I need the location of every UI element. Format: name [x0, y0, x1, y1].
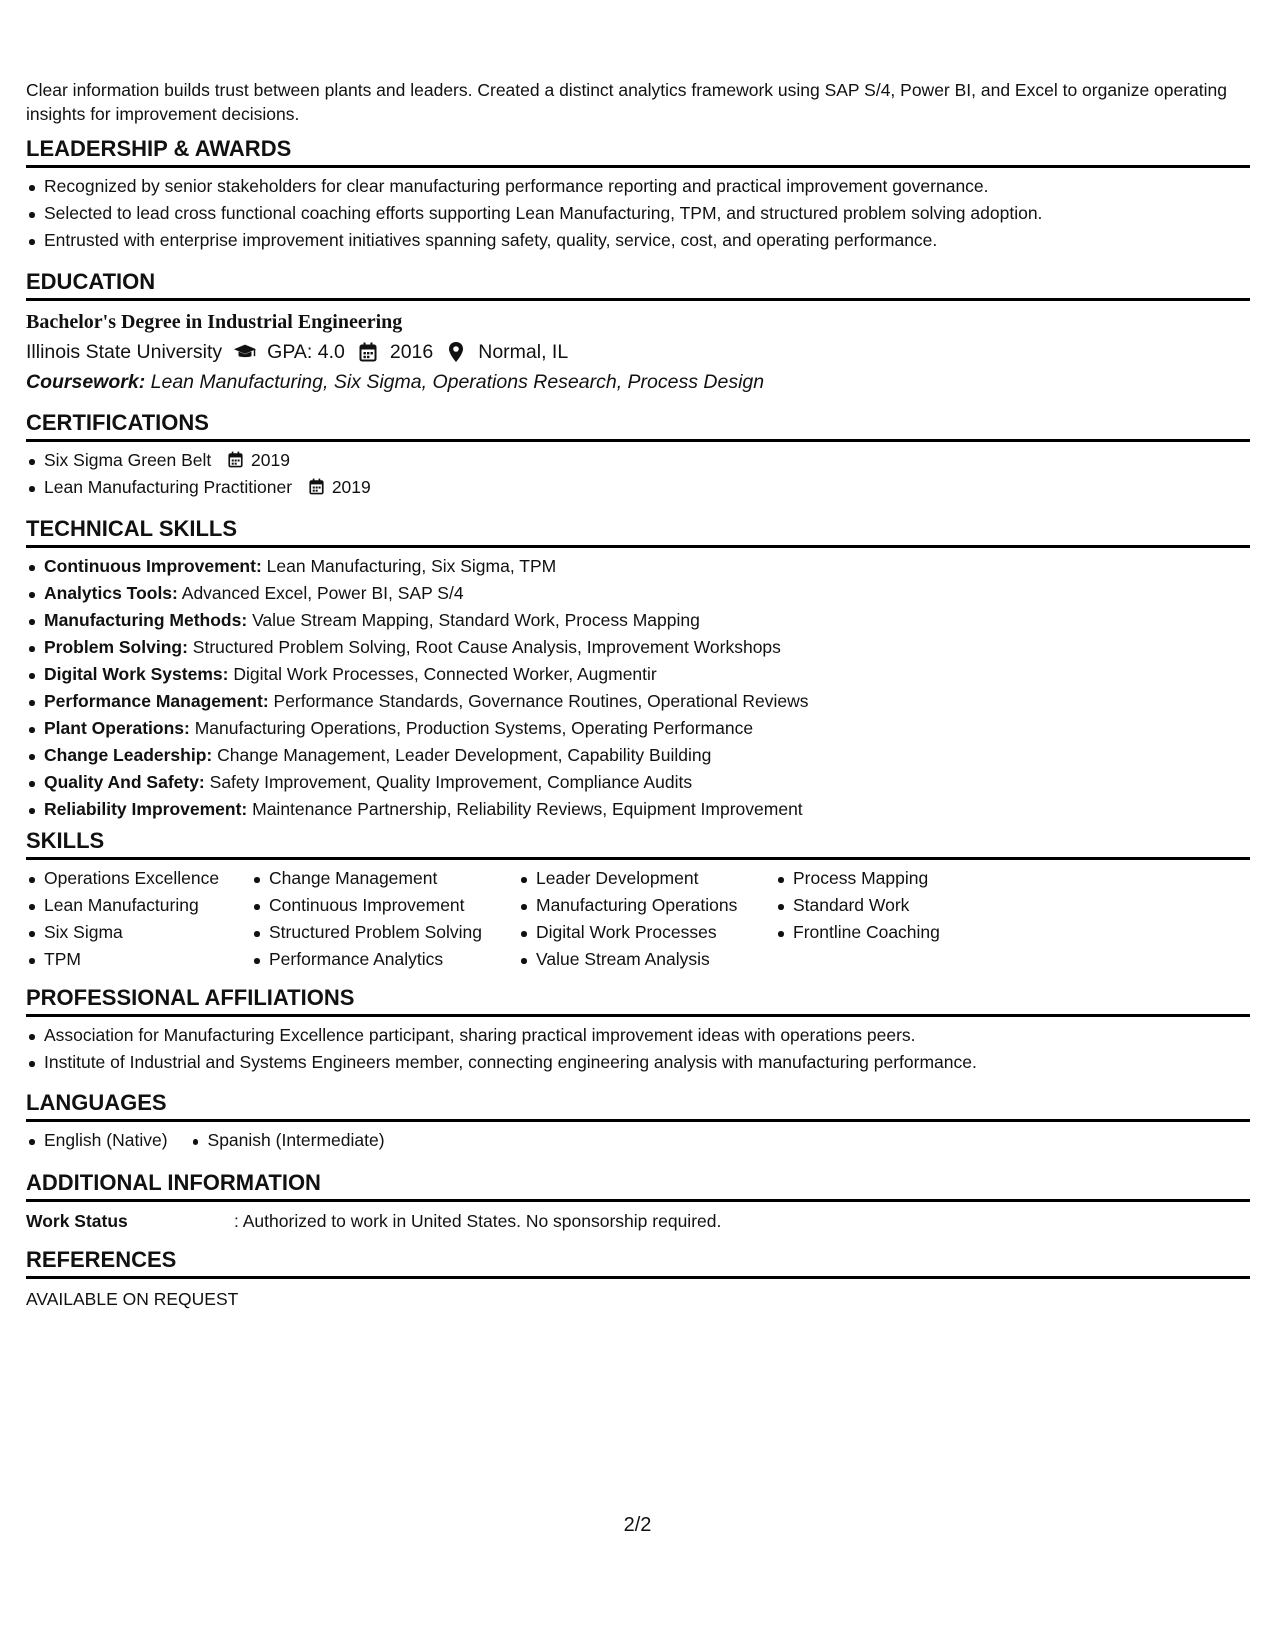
- skills-column: [775, 865, 1015, 973]
- summary-paragraph: Clear information builds trust between plants and leaders. Created a distinct analytics framework using SAP S/4, Power BI, and Excel to organize operating insights for improvement decisions.: [26, 80, 1228, 124]
- calendar-icon: [228, 451, 243, 468]
- skill-category-label: Performance Management:: [44, 691, 269, 711]
- skills-column: [251, 865, 518, 973]
- skill-category-label: Change Leadership:: [44, 745, 213, 765]
- graduation-cap-icon: [233, 340, 257, 364]
- work-status-label: Work Status: [26, 1211, 128, 1231]
- list-item: Institute of Industrial and Systems Engineers member, connecting engineering analysis with manufacturing performance.: [26, 1049, 1250, 1076]
- skill-category-label: Problem Solving:: [44, 637, 188, 657]
- skill-item: Operations Excellence: [26, 865, 251, 892]
- skill-category-label: Analytics Tools:: [44, 583, 178, 603]
- skill-item: TPM: [26, 946, 251, 973]
- certification-name: Lean Manufacturing Practitioner: [44, 477, 293, 497]
- coursework: [26, 367, 1250, 397]
- certification-name: Six Sigma Green Belt: [44, 450, 212, 470]
- skill-item: Lean Manufacturing: [26, 892, 251, 919]
- page-number: 2/2: [623, 1514, 652, 1536]
- education-details: [26, 337, 1250, 367]
- skill-category-value: Maintenance Partnership, Reliability Reviews, Equipment Improvement: [252, 799, 803, 819]
- skill-item: Performance Analytics: [251, 946, 518, 973]
- certification-year: 2019: [251, 450, 290, 470]
- certification-year: 2019: [331, 477, 371, 497]
- coursework-list: Lean Manufacturing, Six Sigma, Operations Research, Process Design: [150, 371, 765, 393]
- skill-category-value: Performance Standards, Governance Routines, Operational Reviews: [273, 691, 809, 711]
- skill-category: [26, 742, 1250, 769]
- skill-category-label: Continuous Improvement:: [44, 556, 262, 576]
- skill-category: [26, 715, 1250, 742]
- skill-item: Standard Work: [775, 892, 1015, 919]
- languages-section: [26, 1090, 1250, 1154]
- references-text: AVAILABLE ON REQUEST: [26, 1289, 239, 1309]
- school-name: Illinois State University: [26, 341, 223, 363]
- section-title: CERTIFICATIONS: [26, 410, 209, 435]
- section-divider: [26, 1276, 1250, 1279]
- list-item: Recognized by senior stakeholders for clear manufacturing performance reporting and practical improvement governance.: [26, 173, 1250, 200]
- skills-column: [26, 865, 251, 973]
- skill-category-value: Digital Work Processes, Connected Worker, Augmentir: [233, 664, 657, 684]
- skill-category: [26, 796, 1250, 823]
- skill-item: Six Sigma: [26, 919, 251, 946]
- section-divider: [26, 545, 1250, 548]
- list-item: Association for Manufacturing Excellence participant, sharing practical improvement ideas with operations peers.: [26, 1022, 1250, 1049]
- skill-category-label: Plant Operations:: [44, 718, 190, 738]
- work-status-value: : Authorized to work in United States. No sponsorship required.: [234, 1211, 722, 1231]
- skill-item: Manufacturing Operations: [518, 892, 775, 919]
- skill-category: [26, 661, 1250, 688]
- section-divider: [26, 298, 1250, 301]
- work-status-row: [26, 1208, 1250, 1234]
- skill-category-value: Safety Improvement, Quality Improvement, Compliance Audits: [209, 772, 693, 792]
- affiliations-section: [26, 985, 1250, 1076]
- skill-item: Digital Work Processes: [518, 919, 775, 946]
- references-section: [26, 1247, 1250, 1312]
- graduation-year: 2016: [389, 341, 434, 363]
- skills-section: [26, 828, 1250, 973]
- map-pin-icon: [444, 340, 468, 364]
- skill-category-label: Digital Work Systems:: [44, 664, 229, 684]
- skill-category-value: Value Stream Mapping, Standard Work, Process Mapping: [252, 610, 700, 630]
- section-divider: [26, 1119, 1250, 1122]
- skill-category-value: Lean Manufacturing, Six Sigma, TPM: [266, 556, 557, 576]
- certifications-section: [26, 410, 1250, 501]
- section-title: REFERENCES: [26, 1247, 177, 1272]
- leadership-section: [26, 136, 1250, 254]
- skill-category-label: Manufacturing Methods:: [44, 610, 248, 630]
- additional-info-section: [26, 1170, 1250, 1234]
- skill-item: Leader Development: [518, 865, 775, 892]
- section-title: SKILLS: [26, 828, 105, 853]
- section-divider: [26, 1199, 1250, 1202]
- coursework-label: Coursework:: [26, 371, 146, 393]
- skill-category-value: Manufacturing Operations, Production Systems, Operating Performance: [194, 718, 754, 738]
- skill-item: Structured Problem Solving: [251, 919, 518, 946]
- calendar-icon: [356, 340, 380, 364]
- skill-item: Change Management: [251, 865, 518, 892]
- section-title: ADDITIONAL INFORMATION: [26, 1170, 321, 1195]
- skill-category-value: Advanced Excel, Power BI, SAP S/4: [181, 583, 464, 603]
- section-title: LEADERSHIP & AWARDS: [26, 136, 292, 161]
- technical-skills-section: [26, 516, 1250, 823]
- section-divider: [26, 165, 1250, 168]
- certification-item: [26, 447, 1250, 474]
- skill-category: [26, 553, 1250, 580]
- skill-category: [26, 769, 1250, 796]
- section-divider: [26, 857, 1250, 860]
- skill-item: Frontline Coaching: [775, 919, 1015, 946]
- section-title: TECHNICAL SKILLS: [26, 516, 238, 541]
- school-location: Normal, IL: [478, 341, 569, 363]
- list-item: Selected to lead cross functional coaching efforts supporting Lean Manufacturing, TPM, and structured problem solving adoption.: [26, 200, 1250, 227]
- skill-category: [26, 607, 1250, 634]
- skill-category-label: Quality And Safety:: [44, 772, 205, 792]
- language-item: English (Native): [26, 1127, 168, 1154]
- skill-category: [26, 634, 1250, 661]
- skill-item: Value Stream Analysis: [518, 946, 775, 973]
- calendar-icon: [309, 478, 324, 495]
- gpa: GPA: 4.0: [267, 341, 345, 363]
- skill-category-value: Structured Problem Solving, Root Cause Analysis, Improvement Workshops: [192, 637, 781, 657]
- section-title: LANGUAGES: [26, 1090, 167, 1115]
- skill-item: Process Mapping: [775, 865, 1015, 892]
- certification-item: [26, 474, 1250, 501]
- education-section: [26, 269, 1250, 397]
- skills-column: [518, 865, 775, 973]
- section-title: EDUCATION: [26, 269, 156, 294]
- language-item: Spanish (Intermediate): [190, 1127, 385, 1154]
- degree-title: Bachelor's Degree in Industrial Engineering: [26, 311, 403, 333]
- list-item: Entrusted with enterprise improvement initiatives spanning safety, quality, service, cost, and operating performance.: [26, 227, 1250, 254]
- section-divider: [26, 439, 1250, 442]
- skill-category: [26, 688, 1250, 715]
- section-divider: [26, 1014, 1250, 1017]
- section-title: PROFESSIONAL AFFILIATIONS: [26, 985, 355, 1010]
- skill-category-value: Change Management, Leader Development, Capability Building: [217, 745, 712, 765]
- skill-category: [26, 580, 1250, 607]
- skills-grid: [26, 865, 1250, 973]
- skill-item: Continuous Improvement: [251, 892, 518, 919]
- skill-category-label: Reliability Improvement:: [44, 799, 248, 819]
